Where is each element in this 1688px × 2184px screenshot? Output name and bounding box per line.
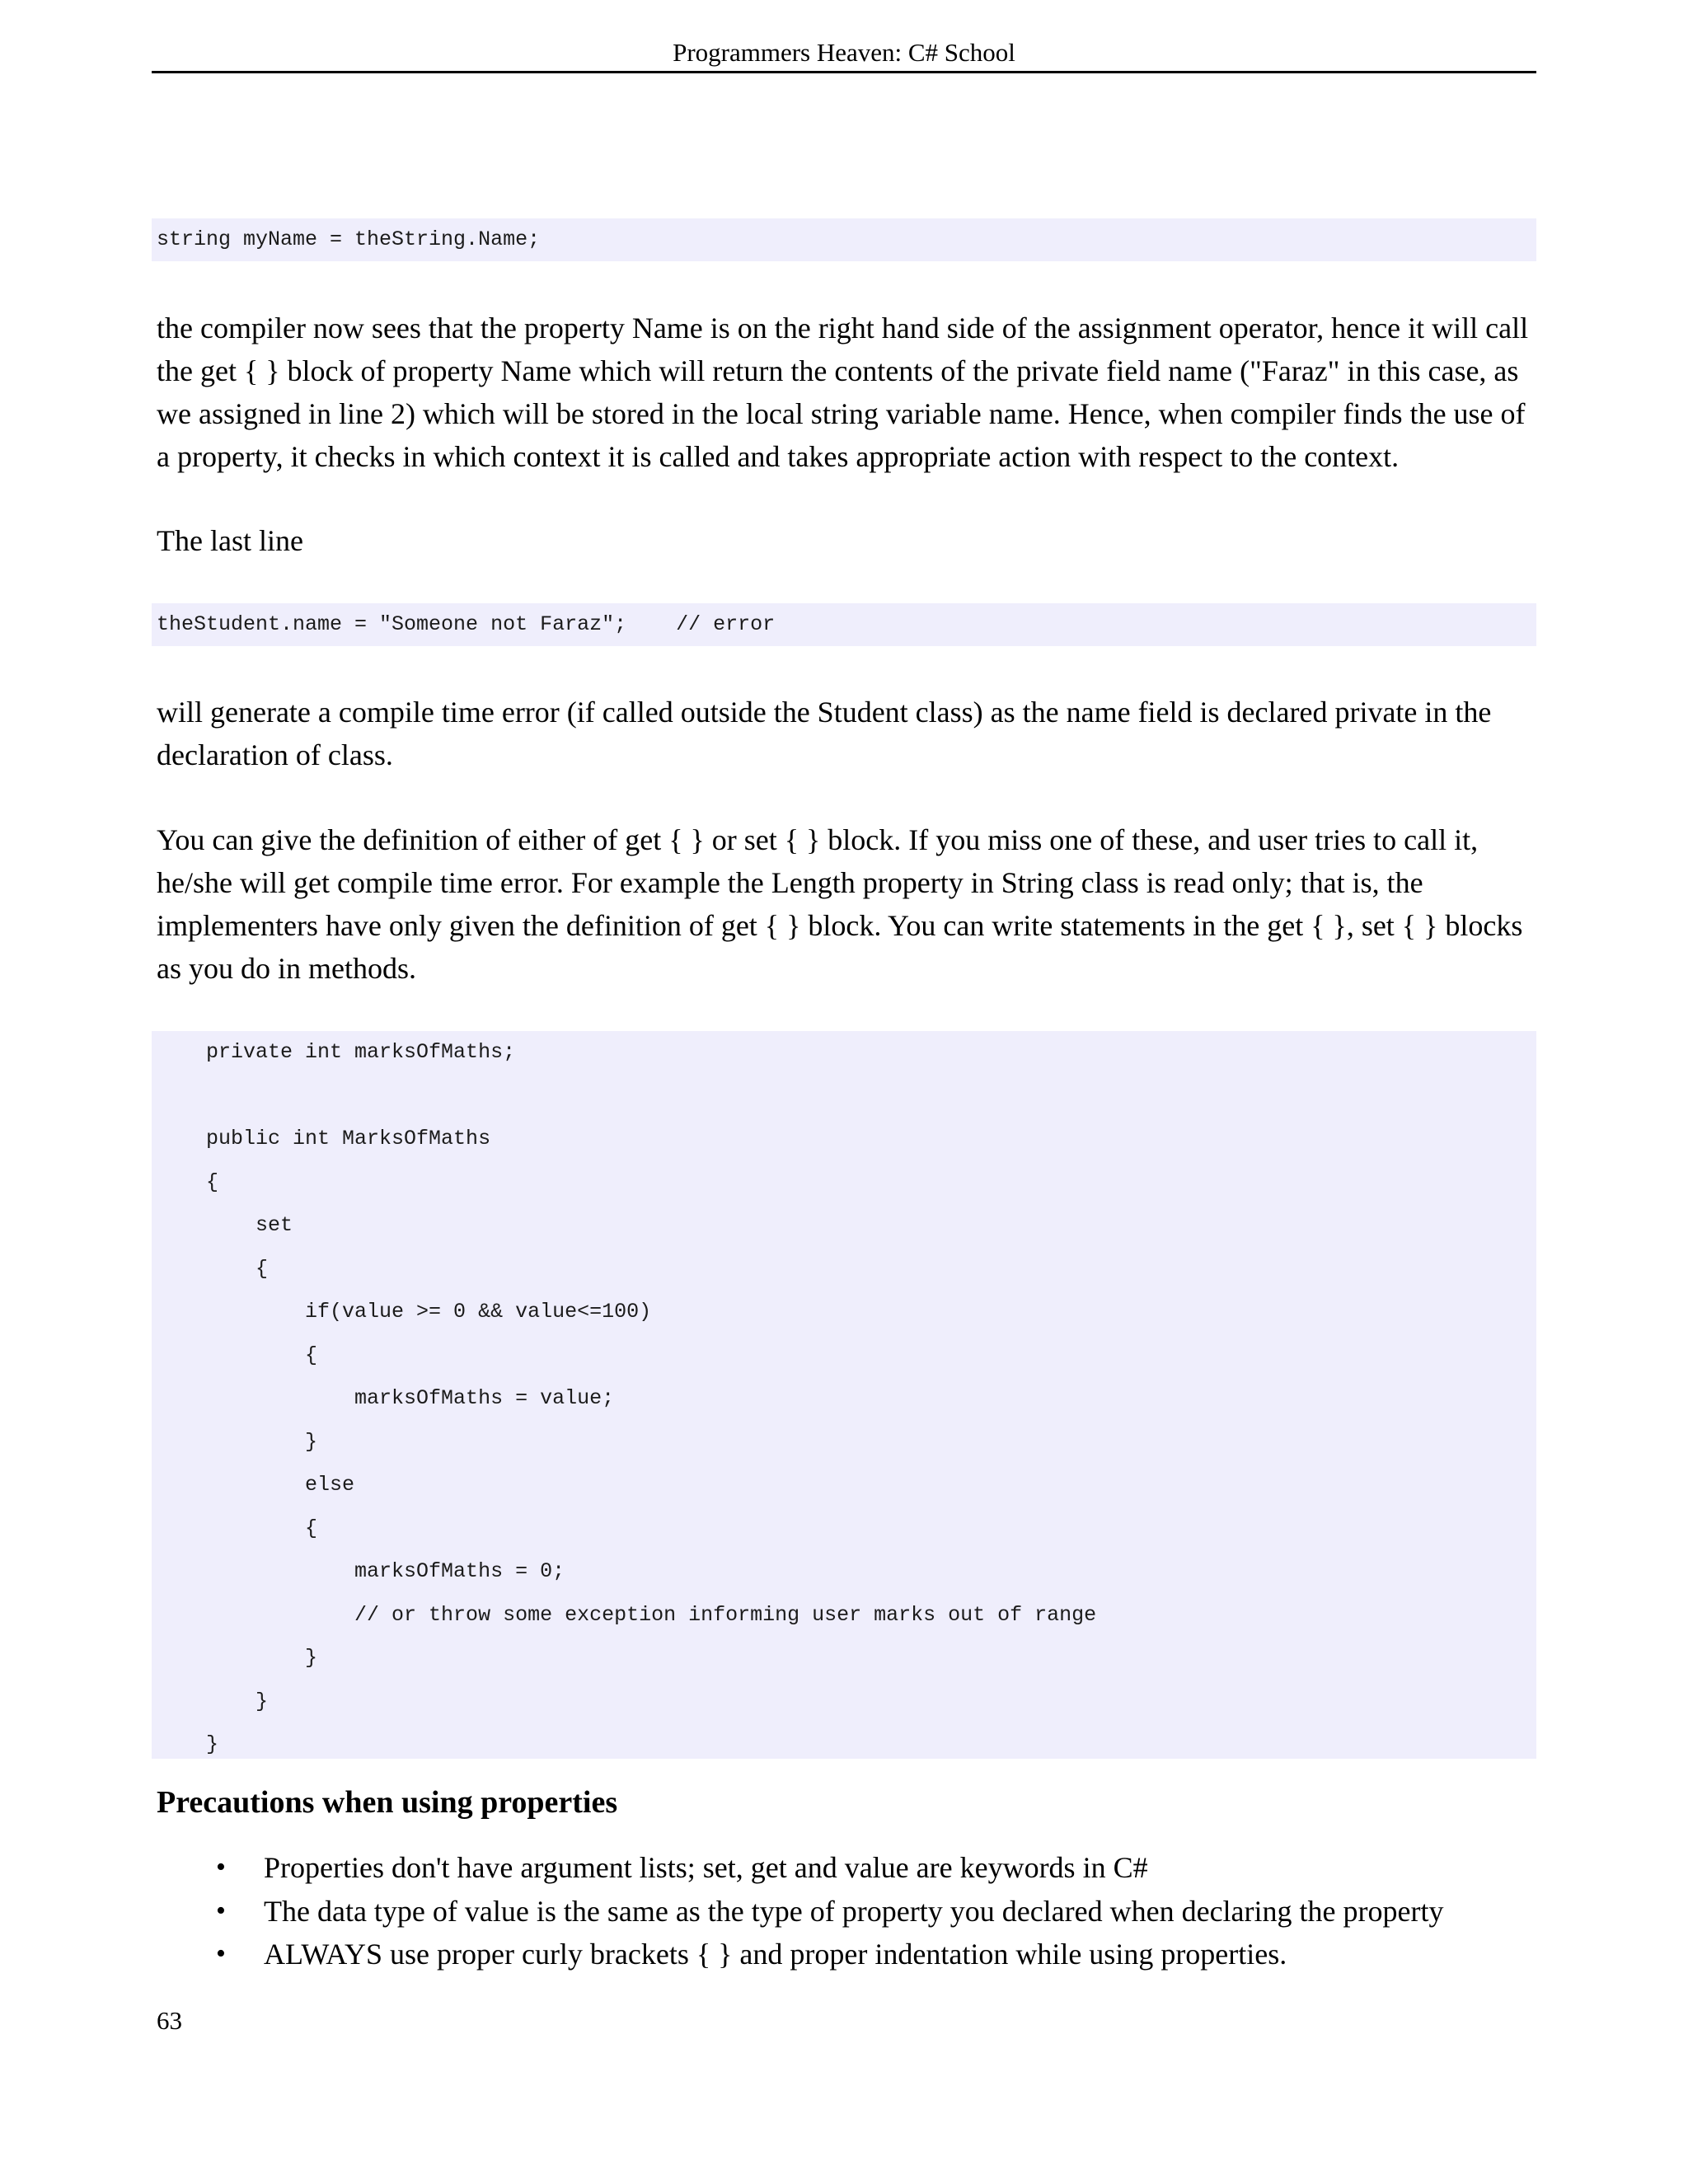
code-line: private int marksOfMaths;	[157, 1040, 516, 1064]
code-line: // or throw some exception informing user marks out of range	[157, 1602, 1097, 1627]
page-number: 63	[157, 2006, 182, 2035]
code-line: {	[157, 1516, 318, 1540]
list-item	[152, 1933, 1536, 1976]
code-line: }	[157, 1689, 269, 1713]
code-line: }	[157, 1646, 318, 1670]
code-snippet-property-get: string myName = theString.Name;	[152, 218, 1536, 261]
bullet-icon: •	[216, 1895, 226, 1926]
bullet-icon: •	[216, 1852, 226, 1882]
code-line: {	[157, 1256, 269, 1281]
list-item-text: ALWAYS use proper curly brackets { } and proper indentation while using properties.	[264, 1938, 1287, 1971]
code-line: public int MarksOfMaths	[157, 1127, 491, 1151]
code-line: {	[157, 1169, 219, 1194]
list-item-text: The data type of value is the same as the type of property you declared when declaring the property	[264, 1894, 1444, 1928]
precautions-list	[152, 1846, 1536, 1976]
header-title: Programmers Heaven: C# School	[673, 38, 1015, 67]
code-line	[157, 1075, 1531, 1118]
code-line: if(value >= 0 && value<=100)	[157, 1300, 652, 1324]
list-item-text: Properties don't have argument lists; set, get and value are keywords in C#	[264, 1851, 1148, 1884]
list-item	[152, 1846, 1536, 1890]
paragraph-get-set-definition: You can give the definition of either of get { } or set { } block. If you miss one of these, and user tries to call it, he/she will get compile time error. For example the Length property in String class is read only; that is, the implementers have only given the definition of get { } block. You can write statements in the get { }, set { } blocks as you do in methods.	[157, 823, 1523, 985]
section-heading-precautions: Precautions when using properties	[157, 1785, 618, 1820]
code-line: }	[157, 1732, 219, 1756]
code-block-marks-property	[152, 1031, 1536, 1759]
code-line: {	[157, 1343, 318, 1367]
code-snippet-private-field-error: theStudent.name = "Someone not Faraz"; // error	[152, 603, 1536, 646]
paragraph-get-explanation: the compiler now sees that the property Name is on the right hand side of the assignment operator, hence it will call the get { } block of property Name which will return the contents of the private field name ("Faraz" in this case, as we assigned in line 2) which will be stored in the local string variable name. Hence, when compiler finds the use of a property, it checks in which context it is called and takes appropriate action with respect to the context.	[157, 312, 1529, 473]
page-header	[152, 36, 1536, 73]
list-item	[152, 1890, 1536, 1933]
code-line: marksOfMaths = value;	[157, 1386, 615, 1410]
code-line: marksOfMaths = 0;	[157, 1559, 565, 1583]
code-line: else	[157, 1473, 355, 1497]
paragraph-compile-error: will generate a compile time error (if called outside the Student class) as the name field is declared private in the declaration of class.	[157, 696, 1492, 771]
code-line: set	[157, 1213, 293, 1237]
paragraph-last-line: The last line	[157, 524, 303, 557]
code-line: }	[157, 1429, 318, 1454]
bullet-icon: •	[216, 1938, 226, 1969]
